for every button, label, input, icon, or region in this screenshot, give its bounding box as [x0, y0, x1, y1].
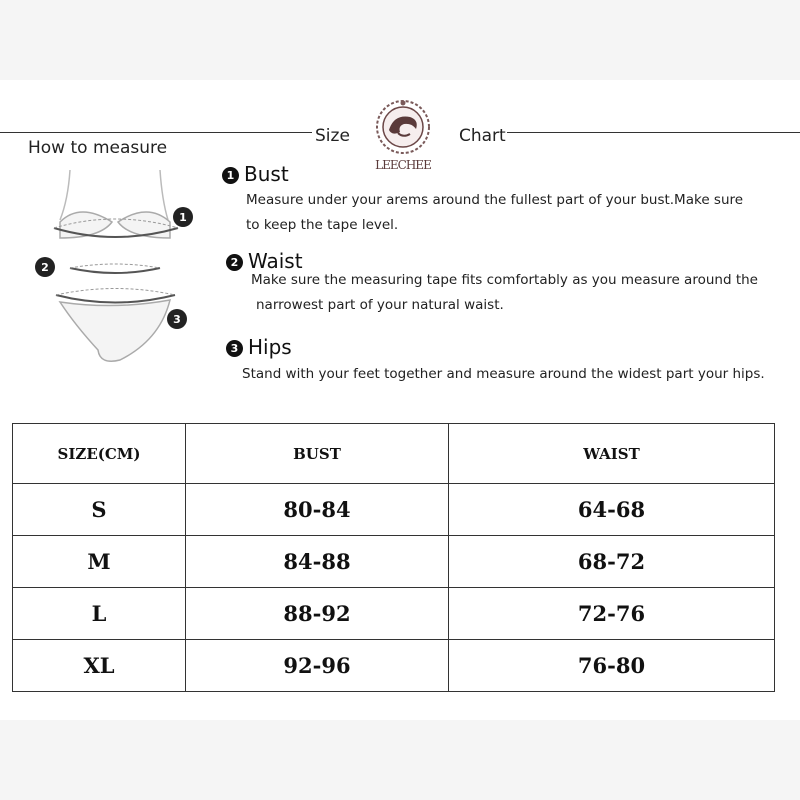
header-rule-right	[507, 132, 800, 133]
brand-logo-text: LEECHEE	[375, 158, 431, 172]
header-rule-left	[0, 132, 312, 133]
table-row	[13, 640, 775, 692]
size-table	[12, 423, 775, 692]
table-row	[13, 588, 775, 640]
step-2-badge: 2	[226, 254, 243, 271]
hips-title: Hips	[248, 335, 292, 359]
table-row	[13, 536, 775, 588]
waist-cell: 76-80	[449, 640, 775, 692]
bust-cell: 88-92	[186, 588, 449, 640]
waist-cell: 72-76	[449, 588, 775, 640]
bust-cell: 92-96	[186, 640, 449, 692]
waist-cell: 68-72	[449, 536, 775, 588]
header-size-word: Size	[315, 126, 350, 146]
svg-text:3: 3	[173, 313, 181, 326]
bust-cell: 84-88	[186, 536, 449, 588]
hips-heading	[226, 335, 292, 359]
hips-line-1: Stand with your feet together and measure around the widest part your hips.	[242, 366, 765, 382]
size-cell: M	[13, 536, 186, 588]
waist-line-2: narrowest part of your natural waist.	[256, 297, 504, 313]
bust-heading	[222, 162, 289, 186]
hips-description	[242, 362, 765, 387]
bust-title: Bust	[244, 162, 289, 186]
waist-title: Waist	[248, 249, 303, 273]
svg-text:1: 1	[179, 211, 187, 224]
header-bust: BUST	[186, 424, 449, 484]
size-cell: XL	[13, 640, 186, 692]
waist-cell: 64-68	[449, 484, 775, 536]
svg-text:2: 2	[41, 261, 49, 274]
size-cell: L	[13, 588, 186, 640]
header-size: SIZE(CM)	[13, 424, 186, 484]
size-cell: S	[13, 484, 186, 536]
waist-description	[251, 268, 758, 318]
waist-line-1: Make sure the measuring tape fits comfortably as you measure around the	[251, 272, 758, 288]
header-chart-word: Chart	[459, 126, 506, 146]
bust-line-1: Measure under your arems around the fullest part of your bust.Make sure	[246, 192, 744, 208]
brand-logo	[372, 100, 434, 182]
step-3-badge: 3	[226, 340, 243, 357]
bust-cell: 80-84	[186, 484, 449, 536]
bust-description	[246, 188, 743, 238]
header-waist: WAIST	[449, 424, 775, 484]
body-measurement-illustration	[20, 160, 210, 375]
table-header-row	[13, 424, 775, 484]
bust-line-2: to keep the tape level.	[246, 217, 399, 233]
table-row	[13, 484, 775, 536]
step-1-badge: 1	[222, 167, 239, 184]
how-to-measure-label: How to measure	[28, 138, 168, 158]
